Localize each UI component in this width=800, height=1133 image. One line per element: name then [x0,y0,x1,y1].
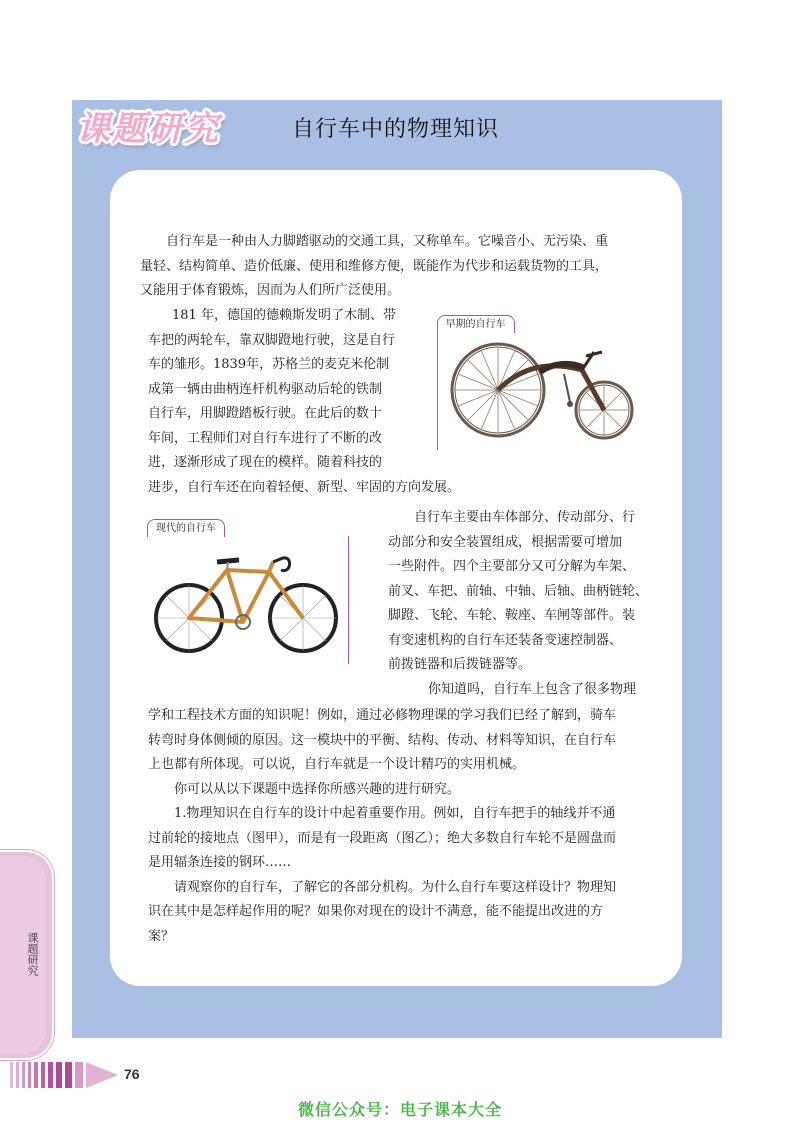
figure-caption: 早期的自行车 [437,315,515,333]
text-line: 你知道吗，自行车上包含了很多物理 [428,681,637,697]
text-line: 自行车，用脚蹬踏板行驶。在此后的数十 [148,406,383,421]
history-paragraph-end [148,476,668,501]
text-line: 前拨链器和后拨链器等。 [388,657,532,672]
text-line: 有变速机构的自行车还装备变速控制器、 [388,632,623,648]
text-line: 请观察你的自行车，了解它的各部分机构。为什么自行车要这样设计？物理知 [174,879,617,895]
text-line: 是用辐条连接的钢环…… [148,855,292,870]
modern-bicycle-image [151,540,345,660]
side-tab-inner [0,856,46,1054]
text-line: 识在其中是怎样起作用的呢？如果你对现在的设计不满意，能不能提出改进的方 [148,904,604,919]
early-bicycle-figure [437,319,651,450]
text-line: 你可以从以下课题中选择你所感兴趣的进行研究。 [174,781,461,797]
page-number: 76 [124,1066,140,1082]
page-stripes-decoration [0,1060,118,1090]
watermark-text: 微信公众号：电子课本大全 [297,1100,502,1119]
text-line: 自行车是一种由人力脚踏驱动的交通工具，又称单车。它噪音小、无污染、重 [166,234,609,249]
text-line: 又能用于体育锻炼，因而为人们所广泛使用。 [140,283,401,298]
text-line: 转弯时身体侧倾的原因。这一模块中的平衡、结构、传动、材料等知识，在自行车 [148,732,617,748]
text-line: 动部分和安全装置组成，根据需要可增加 [388,534,623,550]
section-logo: 课题研究 [76,109,220,149]
text-line: 车把的两轮车，靠双脚蹬地行驶，这是自行 [148,332,396,348]
text-line: 车的雏形。1839年，苏格兰的麦克米伦制 [148,357,390,372]
text-line: 181 年，德国的德赖斯发明了木制、带 [172,308,396,323]
text-line: 成第一辆由曲柄连杆机构驱动后轮的铁制 [148,381,383,397]
text-line: 脚蹬、飞轮、车轮、鞍座、车闸等部件。装 [388,608,636,623]
parts-paragraph [388,506,660,702]
history-paragraph [148,304,420,476]
text-line: 前叉、车把、前轴、中轴、后轴、曲柄链轮、 [388,583,649,599]
text-line: 学和工程技术方面的知识呢！例如，通过必修物理课的学习我们已经了解到，骑车 [148,708,617,723]
text-line: 进，逐渐形成了现在的模样。随着科技的 [148,455,383,470]
figure-caption: 现代的自行车 [147,519,225,537]
text-line: 一些附件。四个主要部分又可分解为车架、 [388,559,636,574]
text-line: 进步，自行车还在向着轻便、新型、牢固的方向发展。 [148,480,461,495]
text-line: 量轻、结构简单、造价低廉、使用和维修方便，既能作为代步和运载货物的工具， [140,258,609,274]
page-title: 自行车中的物理知识 [292,117,500,142]
text-line: 案？ [148,928,175,944]
modern-bicycle-figure [147,523,349,664]
side-tab-label: 课题研究 [26,932,39,976]
text-line: 年间，工程师们对自行车进行了不断的改 [148,430,383,446]
text-line: 1.物理知识在自行车的设计中起着重要作用。例如，自行车把手的轴线并不通 [174,806,616,821]
physics-paragraph [148,704,668,949]
text-line: 过前轮的接地点（图甲），而是有一段距离（图乙）；绝大多数自行车轮不是圆盘而 [148,830,617,846]
intro-paragraph [140,230,660,304]
text-line: 自行车主要由车体部分、传动部分、行 [414,510,636,525]
early-bicycle-image [444,334,648,446]
text-line: 上也都有所体现。可以说，自行车就是一个设计精巧的实用机械。 [148,757,526,772]
